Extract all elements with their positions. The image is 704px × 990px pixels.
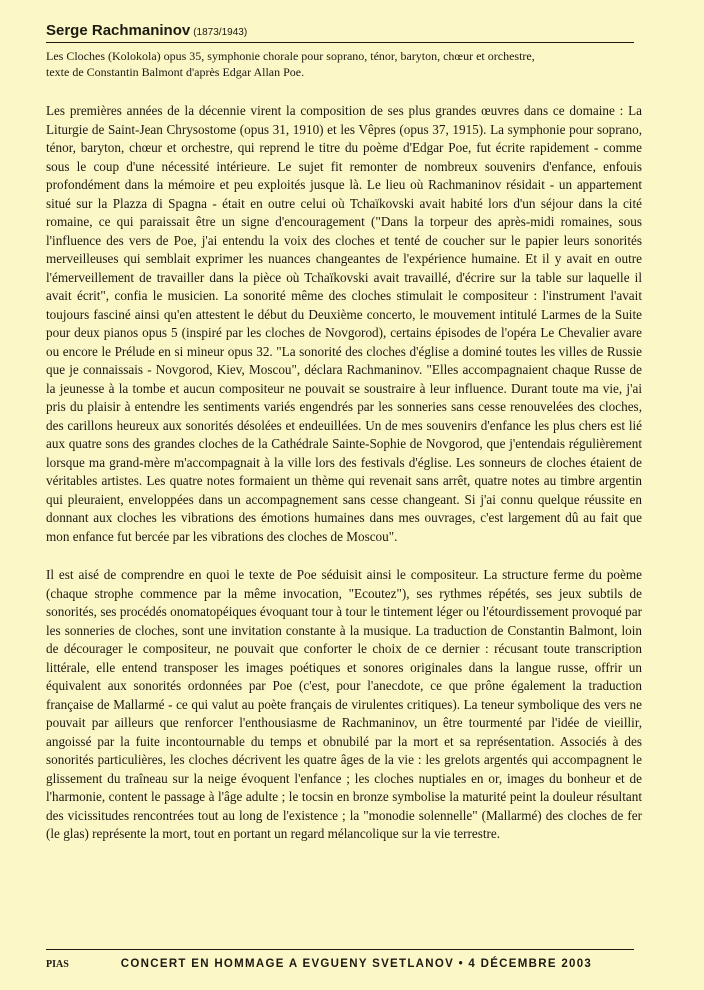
work-title-line: Les Cloches (Kolokola) opus 35, symphonie chorale pour soprano, ténor, baryton, chœur et orchestre, [46,49,535,63]
footer-prefix: PIAS [46,959,69,970]
footer-divider [46,949,634,950]
composer-dates: (1873/1943) [193,27,248,38]
body-paragraph-1: Les premières années de la décennie virent la composition de ses plus grandes œuvres dans ce domaine : La Liturgie de Saint-Jean Chrysostome (opus 31, 1910) et les Vêpres (opus 37, 1915). La symphonie pour soprano, ténor, baryton, chœur et orchestre, qui reprend le titre du poème d'Edgar Poe, fut écrite rapidement - comme sous le coup d'une nécessité intérieure. Le sujet fit remonter de nombreux souvenirs d'enfance, enfouis profondément dans la mémoire et peu exploités jusque là. Le lieu où Rachmaninov résidait - un appartement situé sur la Plazza di Spagna - était en outre celui où Tchaïkovski avait habité lors d'un séjour dans la cité romaine, ce qui paraissait être un signe d'encouragement ("Dans la torpeur des après-midi romaines, sous l'influence des vers de Poe, j'ai entendu la voix des cloches et tenté de coucher sur le papier leurs sonorités merveilleuses qui semblait exprimer les nuances changeantes de l'expérience humaine. Et il y avait en outre l'émerveillement de travailler dans la pièce où Tchaïkovski avait travaillé, d'écrire sur la table sur laquelle il avait écrit", confia le musicien. La sonorité même des cloches stimulait le compositeur : l'instrument l'avait toujours fasciné ainsi qu'en attestent le début du Deuxième concerto, le mouvement intitulé Larmes de la Suite pour deux pianos opus 5 (inspiré par les cloches de Novgorod), certains épisodes de l'opéra Le Chevalier avare ou encore le Prélude en si mineur opus 32. "La sonorité des cloches d'église a dominé toutes les villes de Russie que je connaissais - Novgorod, Kiev, Moscou", déclara Rachmaninov. "Elles accompagnaient chaque Russe de la jeunesse à la tombe et aucun compositeur ne pouvait se soustraire à leur influence. Durant toute ma vie, j'ai pris du plaisir à entendre les sentiments variés engendrés par les sonneries sans cesse renouvelées des cloches, des carillons heureux aux sonorités désolées et endeuillées. Un de mes souvenirs d'enfance les plus chers est lié aux quatre sons des grandes cloches de la Cathédrale Sainte-Sophie de Novgorod, que j'entendais régulièrement lorsque ma grand-mère m'accompagnait à la ville lors des festivals d'église. Les sonneurs de cloches étaient de véritables artistes. Les quatre notes formaient un thème qui revenait sans arrêt, quatre notes au timbre argentin qui pleuraient, enveloppées dans un accompagnement sans cesse changeant. Si j'ai connu quelque réussite en donnant aux cloches les vibrations des émotions humaines dans mes ouvrages, c'est largement dû au fait que mon enfance fut bercée par les vibrations des cloches de Moscou". [46,103,642,544]
footer-concert-title: CONCERT EN HOMMAGE A EVGUENY SVETLANOV • 4 DÉCEMBRE 2003 [120,958,593,970]
composer-name: Serge Rachmaninov [46,22,191,39]
page-header [46,22,634,43]
work-text-credit-line: texte de Constantin Balmont d'après Edgar Allan Poe. [46,65,305,79]
work-description [46,48,636,80]
article-body [46,102,642,864]
page-footer [46,954,634,972]
body-paragraph-2: Il est aisé de comprendre en quoi le texte de Poe séduisit ainsi le compositeur. La structure ferme du poème (chaque strophe commence par la même invocation, "Ecoutez"), ses rythmes répétés, ses jeux subtils de sonorités, ses procédés onomatopéiques évoquant tour à tour le tintement léger ou l'étourdissement provoqué par les sonneries de cloches, sont une invitation constante à la musique. La traduction de Constantin Balmont, loin de décourager le compositeur, ne pouvait que conforter le choix de ce dernier : récusant toute transcription littérale, elle entend transposer les images poétiques et sonores originales dans la langue russe, offrir un équivalent aux sonorités ordonnées par Poe (c'est, pour l'anecdote, ce que prône également la traduction française de Mallarmé - ce qui valut au poète français de virulentes critiques). La teneur symbolique des vers ne pouvait par ailleurs que renforcer l'enthousiasme de Rachmaninov, un être tourmenté par l'idée de vieillir, angoissé par la fuite incontournable du temps et obnubilé par la mort et sa représentation. Associés à des sonorités particulières, les cloches décrivent les quatre âges de la vie : les grelots argentés qui accompagnent le glissement du traîneau sur la neige évoquent l'enfance ; les cloches nuptiales en or, images du bonheur et de l'harmonie, content le passage à l'âge adulte ; le tocsin en bronze symbolise la maturité peint la douleur résultant des vicissitudes rencontrées tout au long de l'existence ; la "monodie solennelle" (Mallarmé) des cloches de fer (le glas) représente la mort, tout en portant un regard mélancolique sur la vie terrestre. [46,567,642,841]
